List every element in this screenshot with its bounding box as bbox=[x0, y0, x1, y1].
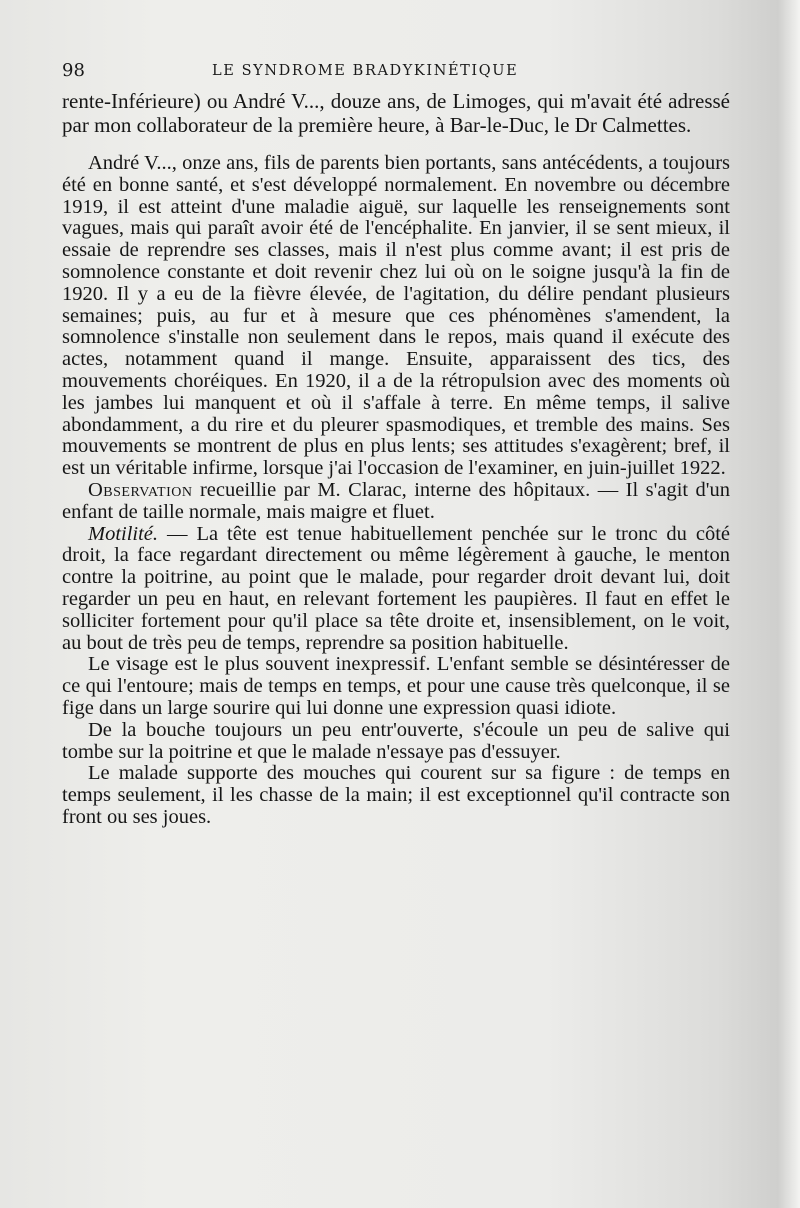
body-text bbox=[62, 90, 730, 829]
page-number: 98 bbox=[62, 60, 85, 81]
page-edge-shadow bbox=[778, 0, 800, 1208]
running-title: LE SYNDROME BRADYKINÉTIQUE bbox=[212, 63, 519, 79]
paragraph-observation bbox=[62, 480, 730, 524]
motilite-text: — La tête est tenue habituellement penchée sur le tronc du côté droit, la face regardant directement ou même légèrement à gauche, le menton contre la poitrine, au point que le malade, pour regarder droit devant lui, doit regarder un peu en haut, en relevant fortement les paupières. Il faut en effet le solliciter fortement pour qu'il place sa tête droite et, insensiblement, on le voit, au bout de très peu de temps, reprendre sa position habituelle. bbox=[62, 522, 730, 654]
paragraph-mouches: Le malade supporte des mouches qui courent sur sa figure : de temps en temps seulement, il les chasse de la main; il est exceptionnel qu'il contracte son front ou ses joues. bbox=[62, 762, 730, 828]
paragraph-motilite bbox=[62, 524, 730, 655]
paragraph-history: André V..., onze ans, fils de parents bien portants, sans antécédents, a toujours été en bonne santé, et s'est développé normalement. En novembre ou décembre 1919, il est atteint d'une maladie aiguë, sur laquelle les renseignements sont vagues, mais qui paraît avoir été de l'encéphalite. En janvier, il se sent mieux, il essaie de reprendre ses classes, mais il n'est plus comme avant; il est pris de somnolence constante et doit revenir chez lui où on le soigne jusqu'à la fin de 1920. Il y a eu de la fièvre élevée, de l'agitation, du délire pendant plusieurs semaines; puis, au fur et à mesure que ces phénomènes s'amendent, la somnolence s'installe non seulement dans le repos, mais quand il exécute des actes, notamment quand il mange. Ensuite, apparaissent des tics, des mouvements choréiques. En 1920, il a de la rétropulsion avec des moments où les jambes lui manquent et où il s'affale à terre. En même temps, il salive abondamment, a du rire et du pleurer spasmodiques, et tremble des mains. Ses mouvements se montrent de plus en plus lents; ses attitudes s'exagèrent; bref, il est un véritable infirme, lorsque j'ai l'occasion de l'examiner, en juin-juillet 1922. bbox=[62, 152, 730, 480]
observation-text: recueillie par M. Clarac, interne des hôpitaux. — Il s'agit d'un enfant de taille normale, mais maigre et fluet. bbox=[62, 478, 730, 523]
paragraph-bouche: De la bouche toujours un peu entr'ouverte, s'écoule un peu de salive qui tombe sur la poitrine et que le malade n'essaye pas d'essuyer. bbox=[62, 718, 730, 763]
motilite-lead: Motilité. bbox=[88, 522, 159, 545]
running-head bbox=[62, 60, 728, 86]
paragraph-visage: Le visage est le plus souvent inexpressif. L'enfant semble se désintéresser de ce qui l'entoure; mais de temps en temps, et pour une cause très quelconque, il se fige dans un large sourire qui lui donne une expression quasi idiote. bbox=[62, 653, 730, 719]
paragraph-continuation: rente-Inférieure) ou André V..., douze ans, de Limoges, qui m'avait été adressé par mon collaborateur de la première heure, à Bar-le-Duc, le Dr Calmettes. bbox=[62, 89, 730, 137]
observation-lead: Observation bbox=[88, 478, 193, 501]
